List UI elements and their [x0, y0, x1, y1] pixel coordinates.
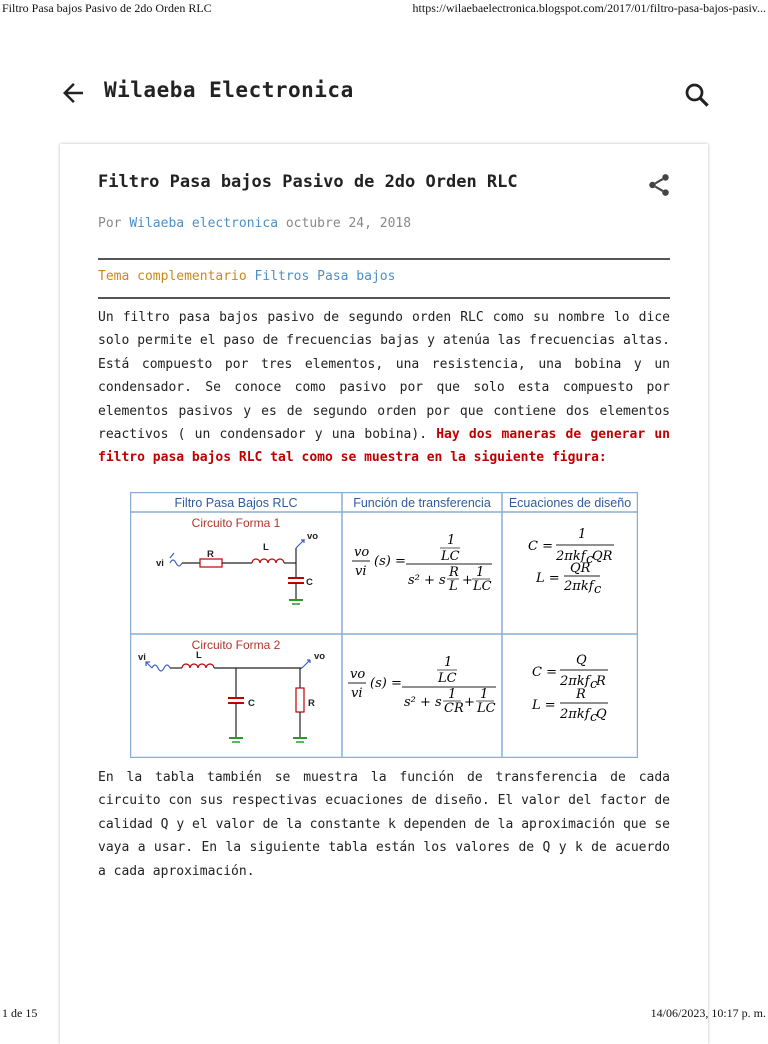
- tf1-s: (s) =: [374, 554, 406, 569]
- circuit1-title: Circuito Forma 1: [191, 516, 281, 530]
- arrow-left-icon: [58, 78, 88, 108]
- eq1-l-num: QR: [570, 561, 591, 576]
- eq1-c-den: 2πkf: [556, 549, 586, 564]
- tf2-one-b: 1: [448, 687, 457, 702]
- tf1-one-b: 1: [476, 565, 485, 580]
- topic-line: [98, 269, 395, 284]
- circuit2-vo-label: vo: [314, 651, 326, 662]
- print-header-title: Filtro Pasa bajos Pasivo de 2do Orden RLC: [2, 1, 212, 15]
- eq2-l-den: 2πkf: [560, 707, 590, 722]
- circuit1-vi-label: vi: [156, 558, 164, 569]
- print-footer: [0, 1004, 768, 1024]
- divider-bottom: [98, 297, 670, 299]
- topic-label: Tema complementario: [98, 269, 247, 284]
- eq1-c: C =: [528, 539, 553, 554]
- tf1-vi: vi: [355, 564, 367, 579]
- eq1-l-den-sub: c: [594, 582, 602, 597]
- eq2-c-den: 2πkf: [560, 674, 590, 689]
- circuit1-l-label: L: [263, 542, 269, 553]
- circuit1-c-label: C: [306, 577, 313, 588]
- post-title: Filtro Pasa bajos Pasivo de 2do Orden RLC: [98, 172, 518, 192]
- header-design: Ecuaciones de diseño: [508, 496, 632, 510]
- print-header-url: https://wilaebaelectronica.blogspot.com/2017/01/filtro-pasa-bajos-pasiv...: [412, 1, 766, 15]
- eq1-l-den: 2πkf: [564, 579, 594, 594]
- tf2-lc: LC: [438, 671, 457, 686]
- print-timestamp: 14/06/2023, 10:17 p. m.: [650, 1006, 766, 1020]
- tf1-one: 1: [447, 533, 456, 548]
- explanation-paragraph: En la tabla también se muestra la función de transferencia de cada circuito con sus respectivas ecuaciones de diseño. El valor del factor de calidad Q y el valor de la constante k dependen de la aproximación que se vaya a usar. En la siguiente tabla están los valores de Q y k de acuerdo a cada aproximación.: [98, 770, 670, 879]
- share-button[interactable]: [646, 172, 672, 198]
- topic-link[interactable]: Filtros Pasa bajos: [254, 269, 396, 284]
- eq2-l-num: R: [576, 687, 586, 702]
- tf1-r: R: [449, 565, 459, 580]
- site-title[interactable]: Wilaeba Electronica: [104, 78, 354, 102]
- post-date: octubre 24, 2018: [285, 216, 412, 231]
- eq1-c-num: 1: [578, 527, 587, 542]
- tf1-lc: LC: [441, 549, 460, 564]
- eq2-c-den-r: R: [596, 674, 606, 689]
- circuit2-r-label: R: [308, 698, 315, 709]
- eq2-c: C =: [532, 665, 557, 680]
- eq2-c-num: Q: [576, 653, 587, 668]
- eq2-l-den-sub: c: [590, 710, 598, 725]
- tf2-one-c: 1: [480, 687, 489, 702]
- intro-highlight: Hay dos maneras de generar un filtro pasa bajos RLC tal como se muestra en la siguiente figura:: [98, 427, 670, 466]
- circuit1-r-label: R: [207, 549, 214, 560]
- eq2-l-den-q: Q: [596, 707, 607, 722]
- tf2-one: 1: [444, 655, 453, 670]
- byline-label: Por: [98, 216, 122, 231]
- print-header: [0, 0, 768, 18]
- tf1-s2: s² + s: [408, 573, 446, 588]
- tf2-vo: vo: [350, 667, 366, 682]
- filter-figure: [130, 492, 638, 758]
- search-button[interactable]: [682, 80, 712, 110]
- eq1-l: L =: [536, 571, 560, 586]
- page-count: 1 de 15: [2, 1006, 38, 1020]
- tf2-plus: +: [464, 695, 475, 710]
- back-button[interactable]: [58, 78, 88, 108]
- divider-top: [98, 258, 670, 260]
- tf1-lc-b: LC: [473, 579, 492, 594]
- circuit2-title: Circuito Forma 2: [191, 638, 281, 652]
- post-card: [60, 144, 708, 1044]
- circuit2-vi-label: vi: [138, 652, 146, 663]
- tf2-s: (s) =: [370, 676, 402, 691]
- tf1-l: L: [449, 579, 458, 594]
- tf2-s2: s² + s: [404, 695, 442, 710]
- eq1-c-den-sub: c: [586, 552, 594, 567]
- header-filter: Filtro Pasa Bajos RLC: [174, 496, 298, 510]
- tf1-plus: +: [462, 573, 473, 588]
- eq1-c-den-qr: QR: [592, 549, 613, 564]
- app-header: [0, 70, 768, 120]
- intro-paragraph: [98, 306, 670, 470]
- tf1-vo: vo: [354, 545, 370, 560]
- tf2-cr: CR: [444, 701, 464, 716]
- eq2-l: L =: [532, 698, 556, 713]
- circuit2-c-label: C: [248, 698, 255, 709]
- tf2-lc-b: LC: [477, 701, 496, 716]
- eq2-c-den-sub: c: [590, 677, 598, 692]
- header-transfer: Función de transferencia: [353, 496, 491, 510]
- search-icon: [682, 80, 712, 110]
- intro-text: Un filtro pasa bajos pasivo de segundo orden RLC como su nombre lo dice solo permite el paso de frecuencias bajas y atenúa las frecuencias altas. Está compuesto por tres elementos, una resistencia, una bobina y un condensador. Se conoce como pasivo por que solo esta compuesto por elementos pasivos y es de segundo orden por que contiene dos elementos reactivos ( un condensador y una bobina).: [98, 310, 670, 443]
- post-byline: [98, 216, 411, 231]
- share-icon: [646, 172, 672, 198]
- circuit1-vo-label: vo: [307, 531, 319, 542]
- circuit2-l-label: L: [196, 650, 202, 661]
- author-link[interactable]: Wilaeba electronica: [129, 216, 279, 231]
- tf2-vi: vi: [351, 686, 363, 701]
